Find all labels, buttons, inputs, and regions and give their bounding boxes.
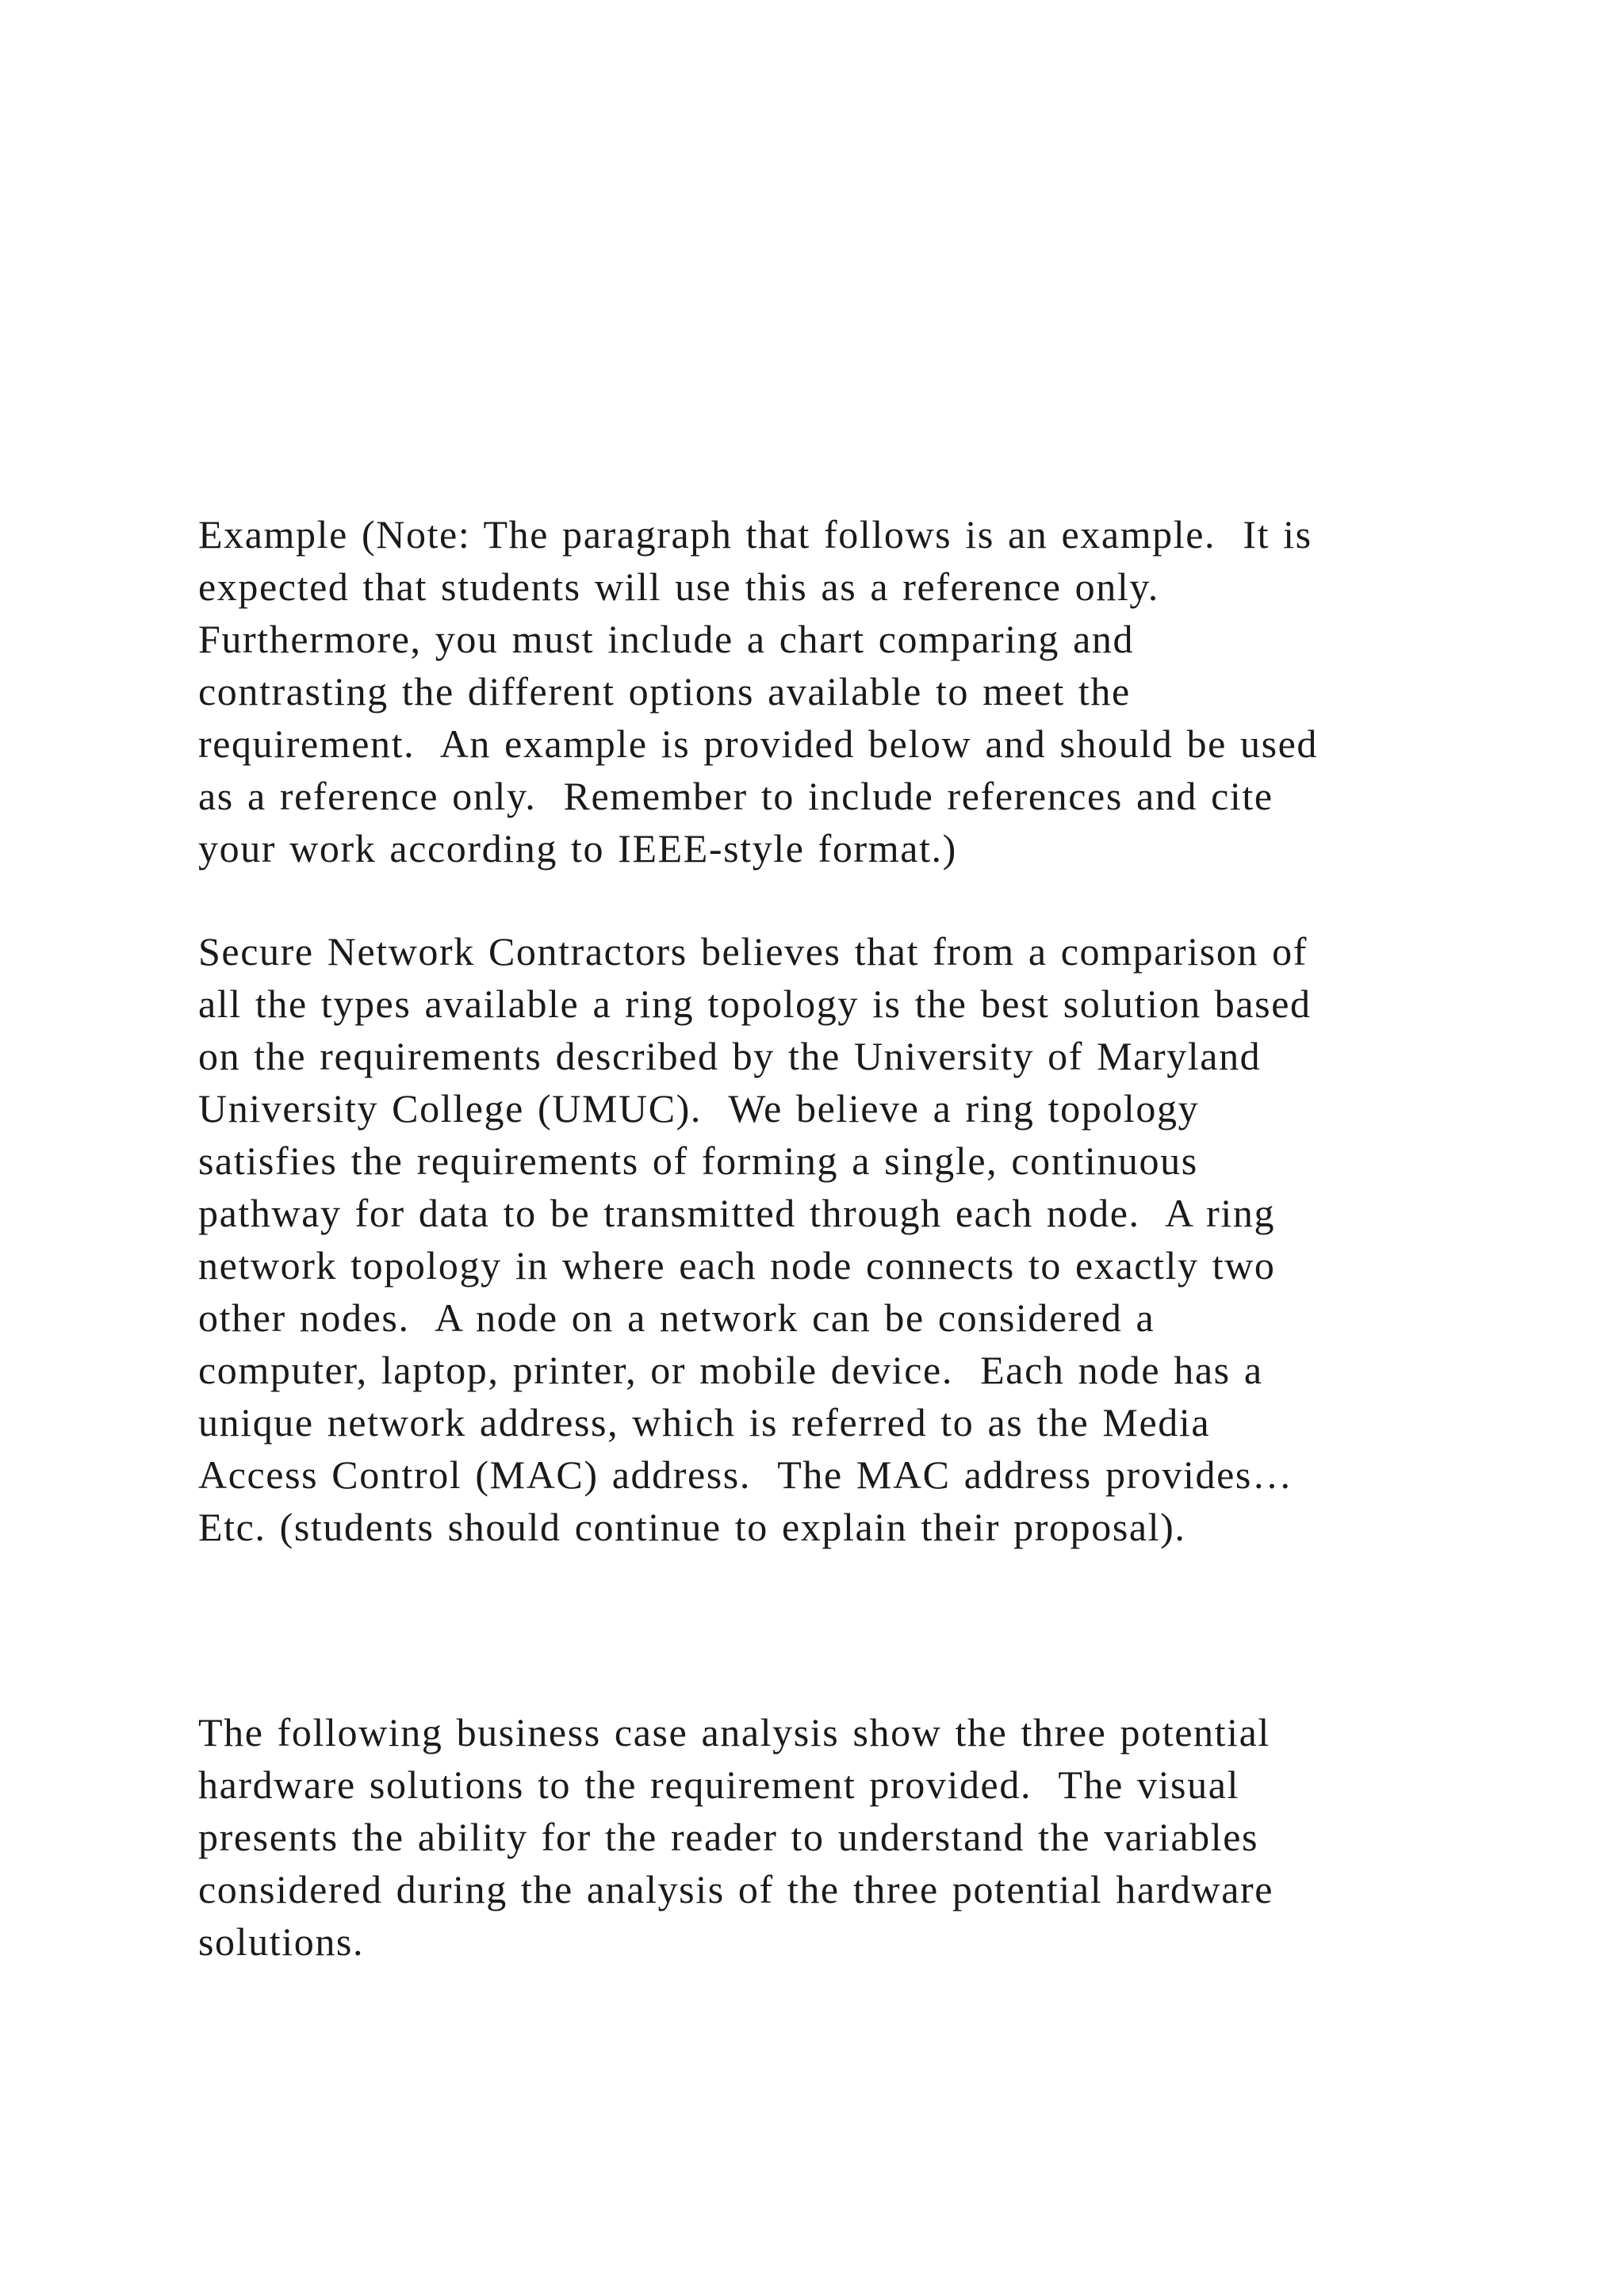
paragraph-business-case <box>198 1706 1507 1968</box>
text-line: Secure Network Contractors believes that from a comparison of <box>198 929 1308 974</box>
text-line: satisfies the requirements of forming a single, continuous <box>198 1138 1198 1183</box>
text-line: University College (UMUC). We believe a ring topology <box>198 1086 1200 1131</box>
text-line: Example (Note: The paragraph that follows is an example. It is <box>198 512 1312 557</box>
text-line: Etc. (students should continue to explain their proposal). <box>198 1505 1186 1549</box>
text-line: expected that students will use this as a reference only. <box>198 564 1159 609</box>
text-line: unique network address, which is referred to as the Media <box>198 1400 1211 1445</box>
text-line: network topology in where each node connects to exactly two <box>198 1243 1276 1288</box>
text-line: on the requirements described by the University of Maryland <box>198 1034 1262 1078</box>
text-line: as a reference only. Remember to include references and cite <box>198 774 1274 818</box>
text-line: other nodes. A node on a network can be considered a <box>198 1295 1155 1340</box>
text-line: all the types available a ring topology is the best solution based <box>198 982 1312 1026</box>
text-line: The following business case analysis show the three potential <box>198 1710 1270 1755</box>
paragraph-proposal <box>198 925 1507 1553</box>
text-line: requirement. An example is provided below and should be used <box>198 721 1319 766</box>
text-line: pathway for data to be transmitted through each node. A ring <box>198 1191 1276 1235</box>
text-line: presents the ability for the reader to understand the variables <box>198 1815 1259 1859</box>
text-line: Furthermore, you must include a chart comparing and <box>198 617 1135 661</box>
text-line: considered during the analysis of the three potential hardware <box>198 1867 1274 1911</box>
paragraph-example-note <box>198 508 1507 874</box>
text-line: Access Control (MAC) address. The MAC address provides… <box>198 1452 1293 1497</box>
text-line: solutions. <box>198 1919 365 1964</box>
text-line: your work according to IEEE-style format.) <box>198 826 957 871</box>
text-line: hardware solutions to the requirement provided. The visual <box>198 1762 1240 1807</box>
text-line: computer, laptop, printer, or mobile device. Each node has a <box>198 1348 1263 1392</box>
text-line: contrasting the different options available to meet the <box>198 669 1131 714</box>
